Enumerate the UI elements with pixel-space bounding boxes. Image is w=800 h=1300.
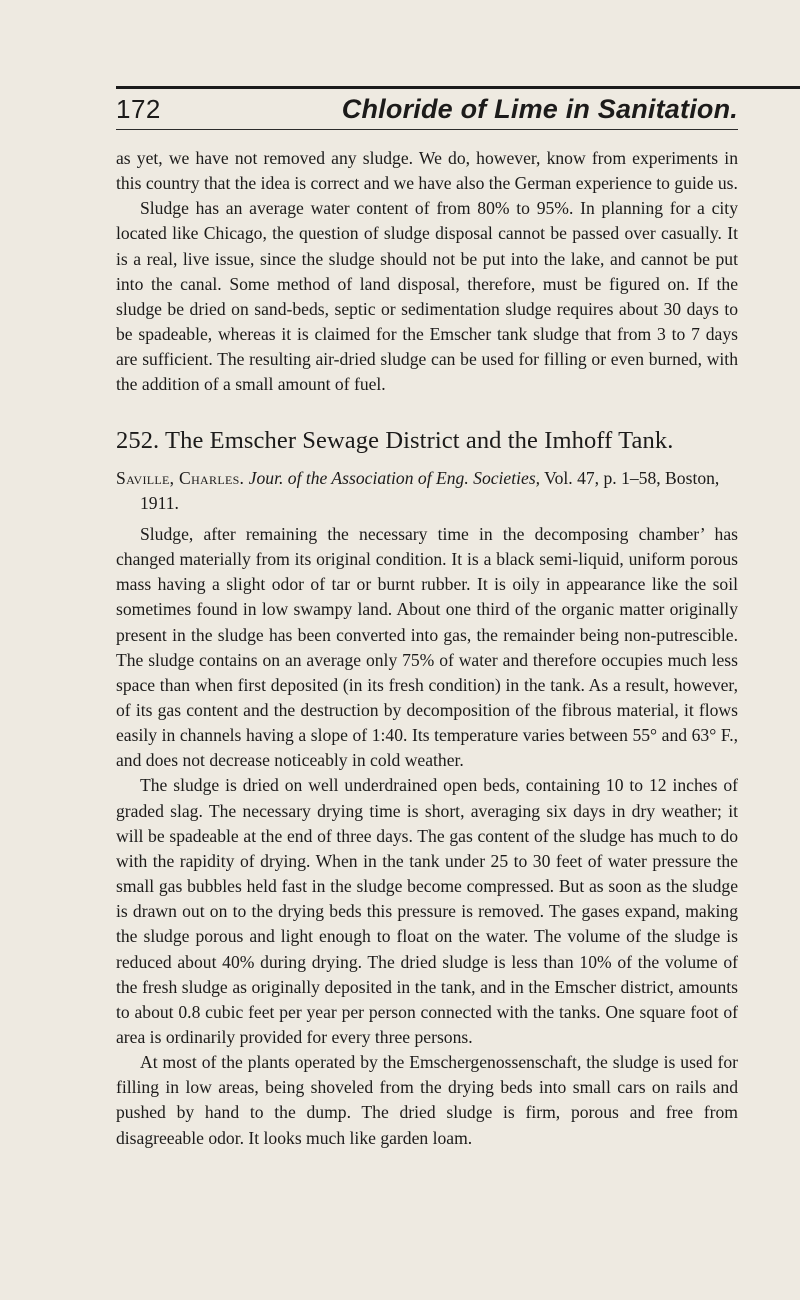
header-top-rule [116, 86, 800, 89]
page-number: 172 [116, 94, 161, 124]
paragraph-drying-beds: The sludge is dried on well underdrained open beds, containing 10 to 12 inches of graded slag. The necessary drying time is short, averaging six days in dry weather; it will be spadeable at the end of three days. The gas content of the sludge has much to do with the rapidity of drying. When in the tank under 25 to 30 feet of water pressure the small gas bubbles held fast in the sludge become compressed. But as soon as the sludge is drawn out on to the drying beds this pressure is removed. The gases expand, making the sludge porous and light enough to float on the water. The volume of the sludge is reduced about 40% during drying. The dried sludge is less than 10% of the volume of the fresh sludge as originally deposited in the tank, and in the Emscher district, amounts to about 0.8 cubic feet per year per person connected with the tanks. One square foot of area is ordinarily provided for every three persons. [116, 775, 738, 1047]
running-header [116, 94, 738, 128]
citation-journal: Jour. of the Association of Eng. Societies, [248, 467, 541, 488]
page-content [116, 146, 738, 1151]
paragraph-sludge-condition: Sludge, after remaining the necessary time in the decomposing chamber’ has changed materially from its original condition. It is a black semi-liquid, uniform porous mass having a slight odor of tar or burnt rubber. It is oily in appearance like the soil sometimes found in low swampy land. About one third of the organic matter originally present in the sludge has been converted into gas, the remainder being non-putrescible. The sludge contains on an average only 75% of water and therefore occupies much less space than when first deposited (in its fresh condition) in the tank. As a result, however, of its gas content and the destruction by decomposition of the fibrous material, it flows easily in channels having a slope of 1:40. Its temperature varies between 55° and 63° F., and does not decrease noticeably in cold weather. [116, 523, 738, 771]
citation-details: Vol. 47, p. 1–58, Boston, 1911. [140, 467, 720, 513]
citation-author: Saville, Charles. [116, 467, 245, 488]
paragraph-sludge-water-content: Sludge has an average water content of from 80% to 95%. In planning for a city located like Chicago, the question of sludge disposal cannot be passed over casually. It is a real, live issue, since the sludge should not be put into the lake, and cannot be put into the canal. Some method of land disposal, therefore, must be figured on. If the sludge be dried on sand-beds, septic or sedimentation sludge requires about 30 days to be spadeable, whereas it is claimed for the Emscher tank sludge that from 3 to 7 days are sufficient. The resulting air-dried sludge can be used for filling or even burned, with the addition of a small amount of fuel. [116, 198, 738, 395]
paragraph-sludge-use: At most of the plants operated by the Emschergenossenschaft, the sludge is used for filling in low areas, being shoveled from the drying beds into small cars on rails and pushed by hand to the dump. The dried sludge is firm, porous and free from disagreeable odor. It looks much like garden loam. [116, 1052, 738, 1148]
running-title: Chloride of Lime in Sanitation. [341, 94, 738, 124]
citation [116, 466, 738, 516]
section-heading: 252. The Emscher Sewage District and the Imhoff Tank. [116, 426, 674, 454]
header-bottom-rule [116, 129, 738, 130]
paragraph-continuation: as yet, we have not removed any sludge. We do, however, know from experiments in this country that the idea is correct and we have also the German experience to guide us. [116, 148, 738, 194]
